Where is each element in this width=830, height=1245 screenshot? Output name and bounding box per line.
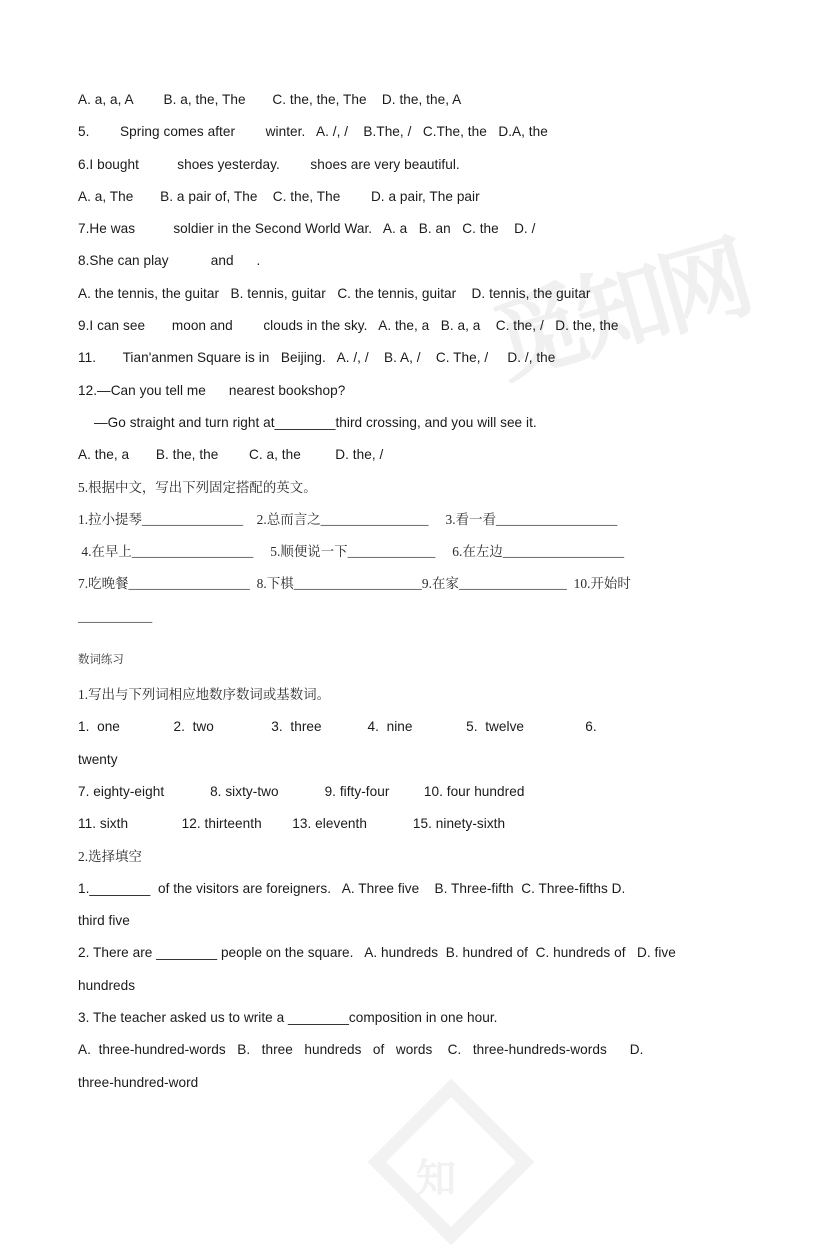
watermark-diamond-shape [368,1079,535,1245]
document-body [78,84,768,1099]
watermark-top: 觅知网 [481,223,759,398]
question-12-line-1: 12.—Can you tell me nearest bookshop? [78,382,346,398]
question-12-line-2: —Go straight and turn right at________third crossing, and you will see it. [94,414,537,430]
phrases-row-4: ___________ [78,608,153,624]
cardinals-row-1-wrap: twenty [78,751,118,767]
phrases-section-heading: 5.根据中文，写出下列固定搭配的英文。 [78,479,317,495]
multiple-choice-3-options: A. three-hundred-words B. three hundreds of words C. three-hundreds-words D. [78,1042,644,1058]
question-8-options: A. the tennis, the guitar B. tennis, guitar C. the tennis, guitar D. tennis, the guitar [78,285,591,301]
question-12-options: A. the, a B. the, the C. a, the D. the, / [78,447,384,463]
multiple-choice-1: 1.________ of the visitors are foreigners. A. Three five B. Three-fifth C. Three-fifths D. [78,880,626,896]
phrases-row-2: 4.在早上__________________ 5.顺便说一下_____________ 6.在左边__________________ [78,544,625,560]
question-8: 8.She can play and . [78,253,261,269]
multiple-choice-1-wrap: third five [78,913,130,929]
multiple-choice-2-wrap: hundreds [78,977,136,993]
numerals-section-title: 数词练习 [78,654,124,667]
question-6: 6.I bought shoes yesterday. shoes are very beautiful. [78,156,460,172]
cardinals-row-1: 1. one 2. two 3. three 4. nine 5. twelve 6. [78,719,597,735]
multiple-choice-2: 2. There are ________ people on the square. A. hundreds B. hundred of C. hundreds of D. five [78,945,676,961]
question-7: 7.He was soldier in the Second World War. A. a B. an C. the D. / [78,221,536,237]
numerals-q1-heading: 1.写出与下列词相应地数序数词或基数词。 [78,687,331,703]
phrases-row-1: 1.拉小提琴_______________ 2.总而言之________________ 3.看一看__________________ [78,511,618,527]
multiple-choice-3-options-wrap: three-hundred-word [78,1074,199,1090]
multiple-choice-3: 3. The teacher asked us to write a ________composition in one hour. [78,1010,498,1026]
question-9: 9.I can see moon and clouds in the sky. A. the, a B. a, a C. the, / D. the, the [78,318,619,334]
ordinals-row: 11. sixth 12. thirteenth 13. eleventh 15. ninety-sixth [78,816,506,832]
answers-line-q4: A. a, a, A B. a, the, The C. the, the, The D. the, the, A [78,92,462,107]
numerals-q2-heading: 2.选择填空 [78,848,142,864]
question-11: 11. Tian'anmen Square is in Beijing. A. /, / B. A, / C. The, / D. /, the [78,350,556,366]
phrases-row-3: 7.吃晚餐__________________ 8.下棋___________________9.在家________________ 10.开始时 [78,576,631,592]
cardinals-row-2: 7. eighty-eight 8. sixty-two 9. fifty-four 10. four hundred [78,783,525,799]
question-5: 5. Spring comes after winter. A. /, / B.The, / C.The, the D.A, the [78,124,548,140]
question-6-options: A. a, The B. a pair of, The C. the, The D. a pair, The pair [78,188,480,204]
watermark-glyph: 知 [416,1156,456,1202]
